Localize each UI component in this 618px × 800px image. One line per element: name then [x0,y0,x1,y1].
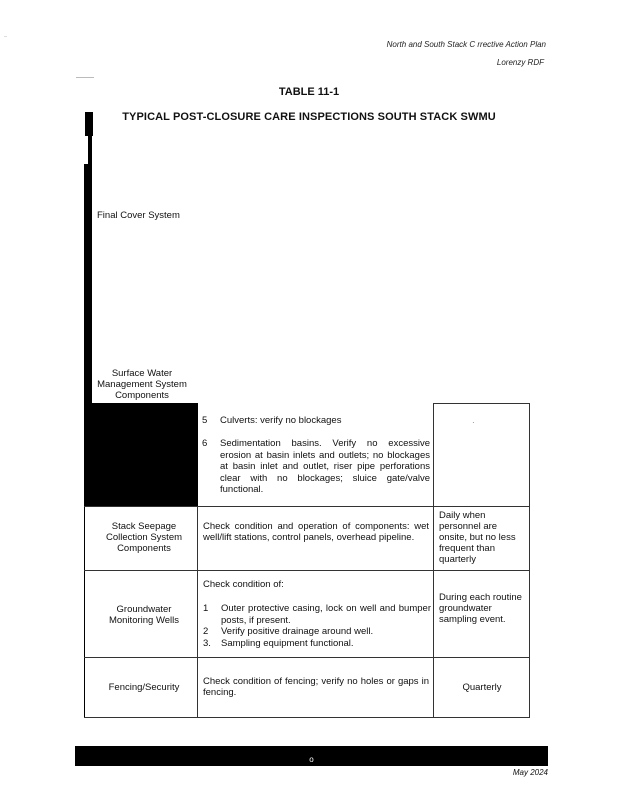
redacted-cell [84,403,198,506]
footer-bar [75,746,548,766]
item-number: 1 [203,603,209,614]
scan-bar [85,112,93,136]
page-number: o [309,755,314,764]
table-divider [433,403,434,718]
item-text: Sampling equipment functional. [221,638,354,649]
component-groundwater: Groundwater Monitoring Wells [108,604,180,626]
item-number: 6 [202,438,208,449]
table-divider [433,403,530,404]
table-divider [84,657,530,658]
inspection-item [203,626,431,638]
scan-mark [4,36,7,37]
component-fencing: Fencing/Security [108,682,180,693]
frequency-groundwater: During each routine groundwater sampling event. [439,592,522,625]
frequency-seepage: Daily when personnel are onsite, but no less frequent than quarterly [439,510,516,565]
table-divider [197,506,198,718]
description-groundwater-intro: Check condition of: [203,579,284,590]
document-header-title: North and South Stack C rrective Action Plan [386,40,546,49]
table-label: TABLE 11-1 [278,86,340,98]
table-border [84,717,530,718]
header-rule [76,77,94,78]
component-seepage: Stack Seepage Collection System Components [105,521,183,554]
inspection-item [202,415,430,427]
scan-speck: · [472,418,475,427]
item-text: Culverts: verify no blockages [220,415,342,426]
document-header-site: Lorenzy RDF [496,58,544,67]
item-text: Outer protective casing, lock on well and bumper posts, if present. [221,603,431,626]
scan-bar [88,136,92,164]
component-surface-water: Surface Water Management System Components [97,368,187,401]
component-final-cover: Final Cover System [97,210,180,221]
item-number: 2 [203,626,209,637]
item-text: Verify positive drainage around well. [221,626,374,637]
item-number: 5 [202,415,208,426]
item-number: 3. [203,638,211,649]
frequency-fencing: Quarterly [462,682,502,693]
table-divider [84,570,530,571]
table-divider [84,506,530,507]
inspection-item [202,438,430,496]
table-title: TYPICAL POST-CLOSURE CARE INSPECTIONS SOUTH STACK SWMU [122,111,496,123]
footer-date: May 2024 [512,768,548,777]
description-seepage: Check condition and operation of components: wet well/lift stations, control panels, overhead pipeline. [203,521,429,543]
item-text: Sedimentation basins. Verify no excessive erosion at basin inlets and outlets; no blockages at basin inlet and outlet, riser pipe perforations clear with no blockages; sluice gate/valve functional. [220,438,430,495]
inspection-item [203,603,431,626]
table-border [84,403,85,718]
scan-bar [84,164,92,404]
description-fencing: Check condition of fencing; verify no holes or gaps in fencing. [203,676,429,698]
inspection-item [203,638,431,650]
table-border [529,403,530,718]
